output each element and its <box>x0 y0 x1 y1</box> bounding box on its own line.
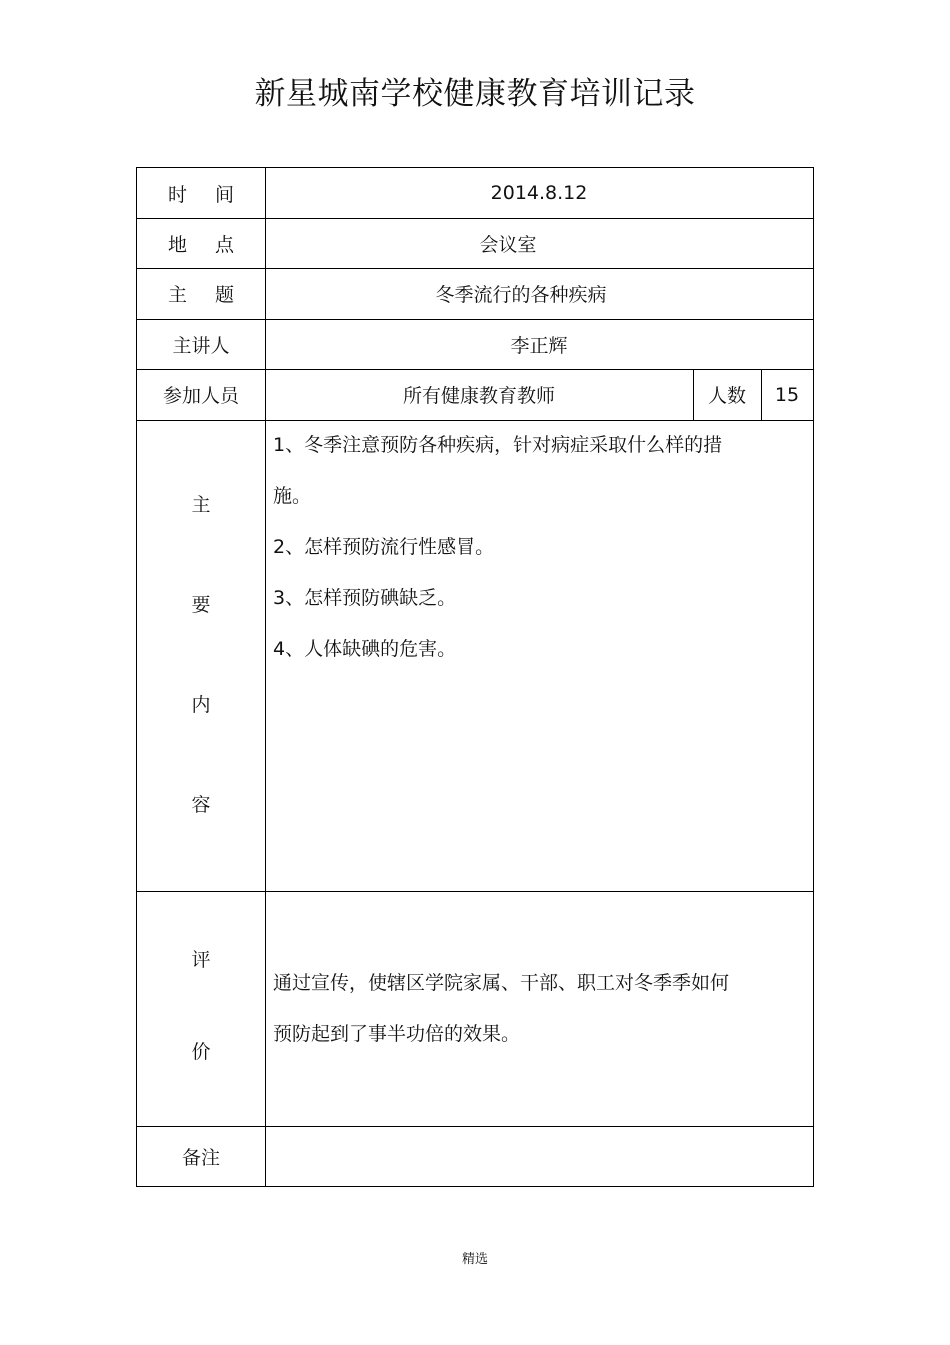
evaluation-label-char: 价 <box>191 1040 211 1063</box>
topic-value: 冬季流行的各种疾病 <box>435 284 607 306</box>
evaluation-line: 通过宣传，使辖区学院家属、干部、职工对冬季季如何 <box>273 972 730 994</box>
evaluation-label-char: 评 <box>191 949 211 971</box>
evaluation-label <box>137 891 265 1126</box>
document-title: 新星城南学校健康教育培训记录 <box>254 76 696 112</box>
content-line: 2、怎样预防流行性感冒。 <box>273 536 495 558</box>
topic-label <box>137 268 265 319</box>
training-record-table <box>136 167 814 1187</box>
place-label <box>137 218 265 268</box>
content-label-char: 主 <box>191 494 211 516</box>
time-label-char: 间 <box>215 183 235 206</box>
participants-label: 参加人员 <box>162 385 239 407</box>
evaluation-line: 预防起到了事半功倍的效果。 <box>273 1023 521 1045</box>
content-line: 3、怎样预防碘缺乏。 <box>273 587 457 609</box>
content-label-char: 内 <box>191 694 211 716</box>
time-value: 2014.8.12 <box>490 182 588 204</box>
topic-label-char: 主 <box>167 284 187 306</box>
count-value: 15 <box>774 383 800 406</box>
content-line: 4、人体缺碘的危害。 <box>273 638 457 660</box>
content-line: 施。 <box>273 485 312 507</box>
content-label-char: 要 <box>191 594 211 616</box>
topic-label-char: 题 <box>215 284 235 306</box>
place-value: 会议室 <box>479 233 537 256</box>
page-footer: 精选 <box>461 1252 488 1267</box>
remarks-label: 备注 <box>181 1146 220 1169</box>
content-line: 1、冬季注意预防各种疾病，针对病症采取什么样的措 <box>273 434 723 456</box>
content-label <box>137 420 265 891</box>
participants-value: 所有健康教育教师 <box>402 385 555 407</box>
place-label-char: 地 <box>167 233 187 256</box>
time-label-char: 时 <box>167 183 187 206</box>
content-body <box>273 420 803 891</box>
speaker-value: 李正辉 <box>510 334 568 357</box>
remarks-value <box>265 1126 813 1186</box>
speaker-label: 主讲人 <box>172 334 230 357</box>
count-label: 人数 <box>707 385 746 407</box>
evaluation-body <box>273 958 803 1060</box>
time-label <box>137 168 265 218</box>
content-label-char: 容 <box>191 794 211 816</box>
place-label-char: 点 <box>215 233 235 256</box>
